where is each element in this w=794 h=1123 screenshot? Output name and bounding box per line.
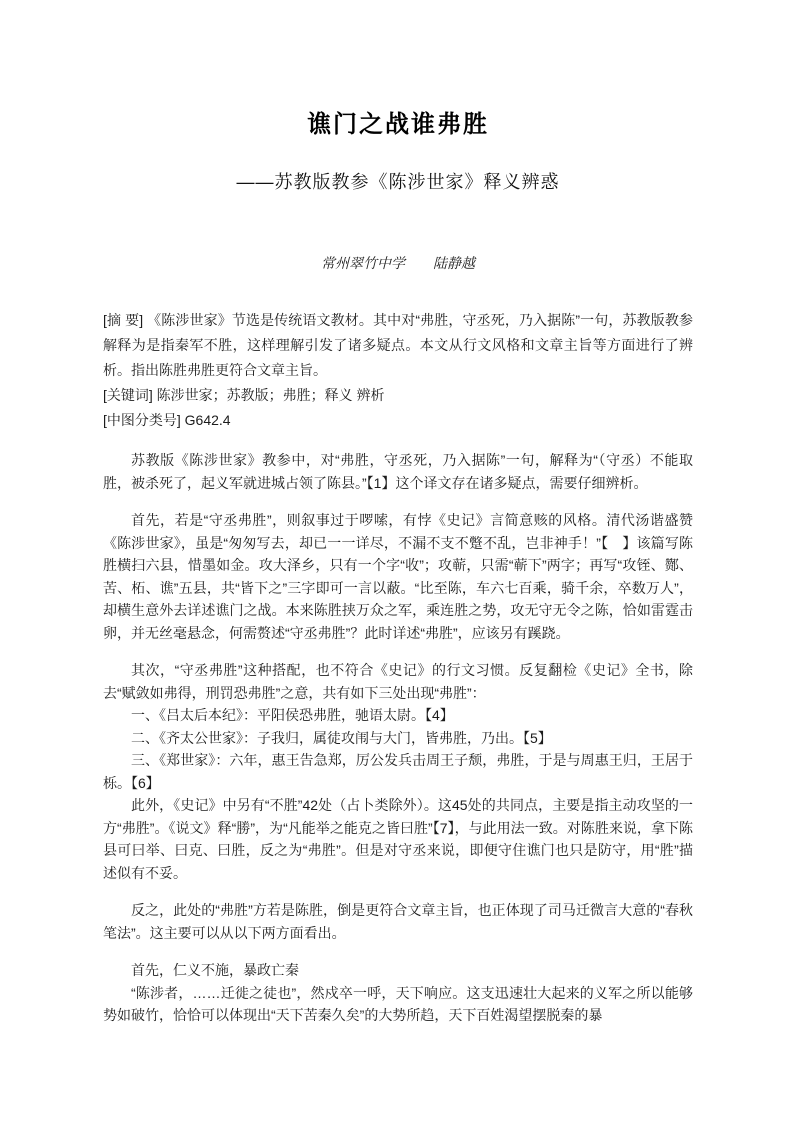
article-subtitle: ——苏教版教参《陈涉世家》释义辨惑 bbox=[236, 172, 560, 193]
citation-list-item: 一、《吕太后本纪》：平阳侯恐弗胜，驰语太尉。【4】 bbox=[131, 707, 454, 724]
abstract-paragraph: [摘 要] 《陈涉世家》节选是传统语文教材。其中对“弗胜，守丞死，乃入据陈”一句，苏教版教参解释为是指秦军不胜，这样理解引发了诸多疑点。本文从行文风格和文章主旨等方面进行了辨析。指出陈胜弗胜更符合文章主旨。 bbox=[103, 312, 693, 379]
body-paragraph: 首先，若是“守丞弗胜”，则叙事过于啰嗦，有悖《史记》言简意赅的风格。清代汤谐盛赞《陈涉世家》，虽是“匆匆写去，却已一一详尽，不漏不支不蹩不乱，岂非神手！”【 】该篇写陈胜横扫六县，惜墨如金。攻大泽乡，只有一个字“收”；攻蕲，只需“蕲下”两字；再写“攻铚、酂、苦、柘、谯”五县，共“皆下之”三字即可一言以蔽。“比至陈，车六七百乘，骑千余，卒数万人”，却横生意外去详述谯门之战。本来陈胜挟万众之军，乘连胜之势，攻无守无令之陈，恰如雷霆击卵，并无丝毫悬念，何需赘述“守丞弗胜”？此时详述“弗胜”，应该另有蹊跷。 bbox=[103, 512, 693, 641]
body-paragraph: 反之，此处的“弗胜”方若是陈胜，倒是更符合文章主旨，也正体现了司马迁微言大意的“春秋笔法”。这主要可以从以下两方面看出。 bbox=[103, 902, 693, 941]
section-heading-paragraph: 首先，仁义不施，暴政亡秦 bbox=[131, 962, 299, 979]
citation-list-item: 二、《齐太公世家》：子我归，属徒攻闱与大门，皆弗胜，乃出。【5】 bbox=[131, 729, 552, 746]
body-paragraph: 其次，“守丞弗胜”这种搭配，也不符合《史记》的行文习惯。反复翻检《史记》全书，除去“赋敛如弗得，刑罚恐弗胜”之意，共有如下三处出现“弗胜”： bbox=[103, 662, 693, 701]
meta-block bbox=[103, 308, 693, 433]
keywords-line: [关键词] 陈涉世家；苏教版；弗胜；释义 辨析 bbox=[103, 387, 385, 404]
body-paragraph: 此外，《史记》中另有“不胜”42处（占卜类除外）。这45处的共同点，主要是指主动攻坚的一方“弗胜”。《说文》释“勝”，为“凡能举之能克之皆曰胜”【7】，与此用法一致。对陈胜来说，拿下陈县可曰举、曰克、曰胜，反之为“弗胜”。但是对守丞来说，即便守住谯门也只是防守，用“胜”描述似有不妥。 bbox=[103, 797, 693, 881]
citation-list-item: 三、《郑世家》：六年，惠王告急郑，厉公发兵击周王子颓，弗胜，于是与周惠王归，王居于栎。【6】 bbox=[103, 752, 693, 791]
article-body bbox=[103, 449, 693, 1027]
article-title: 谯门之战谁弗胜 bbox=[307, 111, 489, 139]
clc-number-line: [中图分类号] G642.4 bbox=[103, 412, 231, 429]
body-paragraph: 苏教版《陈涉世家》教参中，对“弗胜，守丞死，乃入据陈”一句，解释为“（守丞）不能取胜，被杀死了，起义军就进城占领了陈县。”【1】这个译文存在诸多疑点，需要仔细辨析。 bbox=[103, 452, 693, 491]
author-affiliation-line: 常州翠竹中学 陆静越 bbox=[321, 257, 475, 273]
body-paragraph: “陈涉者，……迁徙之徒也”，然戍卒一呼，天下响应。这支迅速壮大起来的义军之所以能够势如破竹，恰恰可以体现出“天下苦秦久矣”的大势所趋，天下百姓渴望摆脱秦的暴 bbox=[103, 984, 693, 1024]
